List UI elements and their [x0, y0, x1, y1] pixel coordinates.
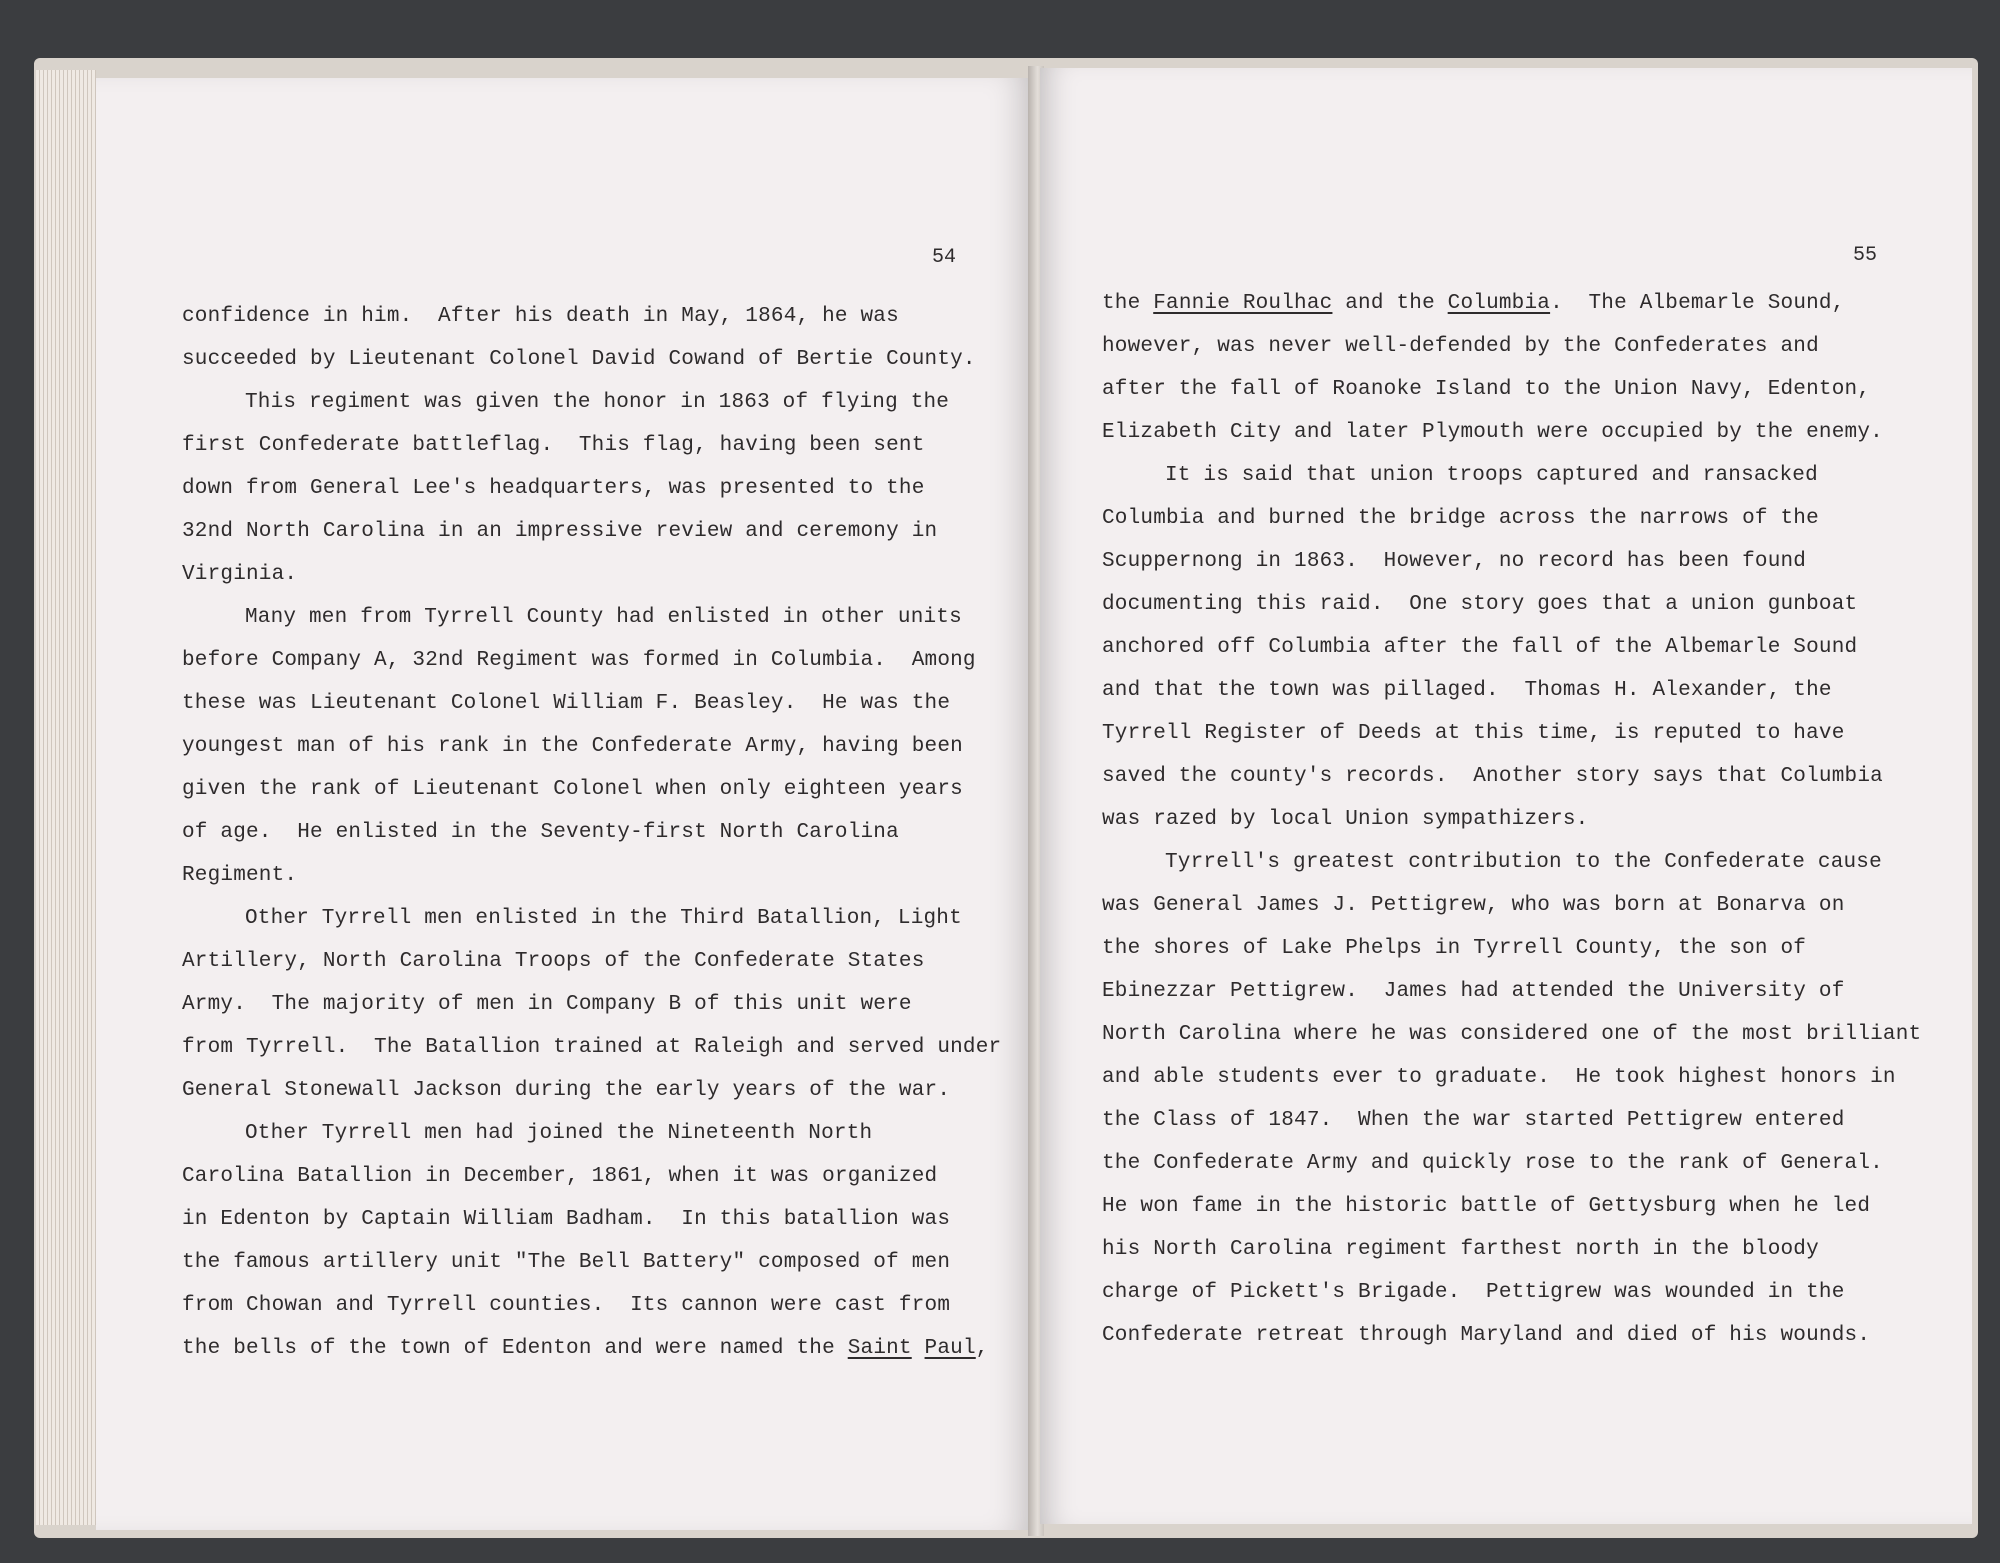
text-line: [1102, 583, 1921, 626]
text-line: [1102, 1228, 1921, 1271]
text-segment: It is said that union troops captured and ransacked: [1165, 464, 1818, 487]
text-line: [182, 338, 1001, 381]
text-segment: the bells of the town of Edenton and were named the: [182, 1337, 848, 1360]
text-line: [1102, 798, 1921, 841]
text-segment: first Confederate battleflag. This flag, having been sent: [182, 434, 925, 457]
text-segment: these was Lieutenant Colonel William F. Beasley. He was the: [182, 692, 951, 715]
text-line: [182, 725, 1001, 768]
text-line: [182, 1284, 1001, 1327]
text-segment: confidence in him. After his death in May, 1864, he was: [182, 305, 899, 328]
text-line: [182, 553, 1001, 596]
text-segment: Many men from Tyrrell County had enlisted in other units: [245, 606, 962, 629]
text-line: [1102, 626, 1921, 669]
text-segment: Virginia.: [182, 563, 298, 586]
text-segment: Other Tyrrell men had joined the Nineteenth North: [245, 1122, 873, 1145]
underlined-title: Fannie Roulhac: [1153, 292, 1333, 315]
text-segment: saved the county's records. Another story says that Columbia: [1102, 765, 1883, 788]
text-line: [182, 1241, 1001, 1284]
text-segment: and that the town was pillaged. Thomas H. Alexander, the: [1102, 679, 1832, 702]
text-segment: Other Tyrrell men enlisted in the Third Batallion, Light: [245, 907, 962, 930]
text-segment: down from General Lee's headquarters, was presented to the: [182, 477, 925, 500]
text-line: [1102, 1056, 1921, 1099]
text-segment: Regiment.: [182, 864, 298, 887]
text-line: [182, 1198, 1001, 1241]
underlined-title: Paul: [924, 1337, 976, 1360]
text-line: [182, 1069, 1001, 1112]
text-line: [1102, 497, 1921, 540]
text-segment: from Tyrrell. The Batallion trained at Raleigh and served under: [182, 1036, 1002, 1059]
text-segment: 32nd North Carolina in an impressive review and ceremony in: [182, 520, 938, 543]
text-line: [1102, 970, 1921, 1013]
text-line: [182, 811, 1001, 854]
text-segment: of age. He enlisted in the Seventy-first North Carolina: [182, 821, 899, 844]
left-page-text: [182, 295, 1001, 1370]
underlined-title: Saint: [847, 1337, 912, 1360]
text-line: [182, 940, 1001, 983]
page-number-left: 54: [932, 246, 957, 269]
page-number-right: 55: [1853, 244, 1878, 267]
text-line: [182, 381, 1001, 424]
text-segment: the famous artillery unit "The Bell Battery" composed of men: [182, 1251, 951, 1274]
text-segment: was razed by local Union sympathizers.: [1102, 808, 1589, 831]
text-line: [1102, 1271, 1921, 1314]
text-line: [182, 897, 1001, 940]
text-segment: the Confederate Army and quickly rose to the rank of General.: [1102, 1152, 1883, 1175]
left-page: [96, 78, 1032, 1530]
text-line: [1102, 1099, 1921, 1142]
text-segment: . The Albemarle Sound,: [1550, 292, 1845, 315]
text-segment: Scuppernong in 1863. However, no record has been found: [1102, 550, 1807, 573]
text-segment: anchored off Columbia after the fall of the Albemarle Sound: [1102, 636, 1858, 659]
text-segment: North Carolina where he was considered one of the most brilliant: [1102, 1023, 1922, 1046]
text-segment: before Company A, 32nd Regiment was formed in Columbia. Among: [182, 649, 976, 672]
text-segment: and the: [1332, 292, 1448, 315]
text-segment: youngest man of his rank in the Confederate Army, having been: [182, 735, 963, 758]
text-line: [1102, 540, 1921, 583]
text-segment: his North Carolina regiment farthest north in the bloody: [1102, 1238, 1819, 1261]
text-line: [182, 467, 1001, 510]
text-segment: Elizabeth City and later Plymouth were occupied by the enemy.: [1102, 421, 1883, 444]
text-segment: Tyrrell Register of Deeds at this time, is reputed to have: [1102, 722, 1845, 745]
text-line: [182, 510, 1001, 553]
text-segment: Army. The majority of men in Company B of this unit were: [182, 993, 912, 1016]
text-segment: Tyrrell's greatest contribution to the Confederate cause: [1165, 851, 1882, 874]
text-segment: however, was never well-defended by the Confederates and: [1102, 335, 1819, 358]
text-line: [182, 854, 1001, 897]
text-line: [1102, 1185, 1921, 1228]
text-segment: [912, 1337, 925, 1360]
underlined-title: Columbia: [1447, 292, 1551, 315]
text-segment: This regiment was given the honor in 1863 of flying the: [245, 391, 950, 414]
text-line: [1102, 755, 1921, 798]
text-line: [182, 983, 1001, 1026]
text-segment: Columbia and burned the bridge across the narrows of the: [1102, 507, 1819, 530]
text-segment: Carolina Batallion in December, 1861, when it was organized: [182, 1165, 938, 1188]
text-segment: the Class of 1847. When the war started Pettigrew entered: [1102, 1109, 1845, 1132]
text-segment: the shores of Lake Phelps in Tyrrell County, the son of: [1102, 937, 1807, 960]
text-segment: charge of Pickett's Brigade. Pettigrew was wounded in the: [1102, 1281, 1845, 1304]
text-segment: in Edenton by Captain William Badham. In this batallion was: [182, 1208, 951, 1231]
text-segment: Ebinezzar Pettigrew. James had attended the University of: [1102, 980, 1845, 1003]
text-line: [1102, 1314, 1921, 1357]
text-line: [182, 1155, 1001, 1198]
right-page: [1040, 68, 1972, 1524]
text-segment: the: [1102, 292, 1154, 315]
text-line: [182, 424, 1001, 467]
text-line: [1102, 884, 1921, 927]
text-segment: He won fame in the historic battle of Gettysburg when he led: [1102, 1195, 1871, 1218]
right-page-text: [1102, 282, 1921, 1357]
text-segment: General Stonewall Jackson during the early years of the war.: [182, 1079, 951, 1102]
text-line: [1102, 712, 1921, 755]
text-line: [182, 1112, 1001, 1155]
text-line: [1102, 282, 1921, 325]
text-line: [1102, 454, 1921, 497]
text-segment: Confederate retreat through Maryland and died of his wounds.: [1102, 1324, 1871, 1347]
text-line: [1102, 325, 1921, 368]
text-line: [182, 1327, 1001, 1370]
text-segment: documenting this raid. One story goes that a union gunboat: [1102, 593, 1858, 616]
text-segment: from Chowan and Tyrrell counties. Its cannon were cast from: [182, 1294, 951, 1317]
text-segment: succeeded by Lieutenant Colonel David Cowand of Bertie County.: [182, 348, 976, 371]
text-line: [182, 1026, 1001, 1069]
text-line: [182, 295, 1001, 338]
text-segment: was General James J. Pettigrew, who was born at Bonarva on: [1102, 894, 1845, 917]
text-line: [182, 639, 1001, 682]
text-line: [1102, 841, 1921, 884]
text-line: [1102, 368, 1921, 411]
text-line: [182, 768, 1001, 811]
page-edges: [36, 70, 96, 1525]
text-line: [1102, 1013, 1921, 1056]
text-line: [182, 682, 1001, 725]
text-segment: and able students ever to graduate. He took highest honors in: [1102, 1066, 1896, 1089]
text-line: [182, 596, 1001, 639]
text-line: [1102, 1142, 1921, 1185]
text-line: [1102, 927, 1921, 970]
text-segment: ,: [975, 1337, 989, 1360]
text-segment: after the fall of Roanoke Island to the Union Navy, Edenton,: [1102, 378, 1871, 401]
text-line: [1102, 411, 1921, 454]
text-segment: Artillery, North Carolina Troops of the Confederate States: [182, 950, 925, 973]
text-line: [1102, 669, 1921, 712]
text-segment: given the rank of Lieutenant Colonel when only eighteen years: [182, 778, 963, 801]
